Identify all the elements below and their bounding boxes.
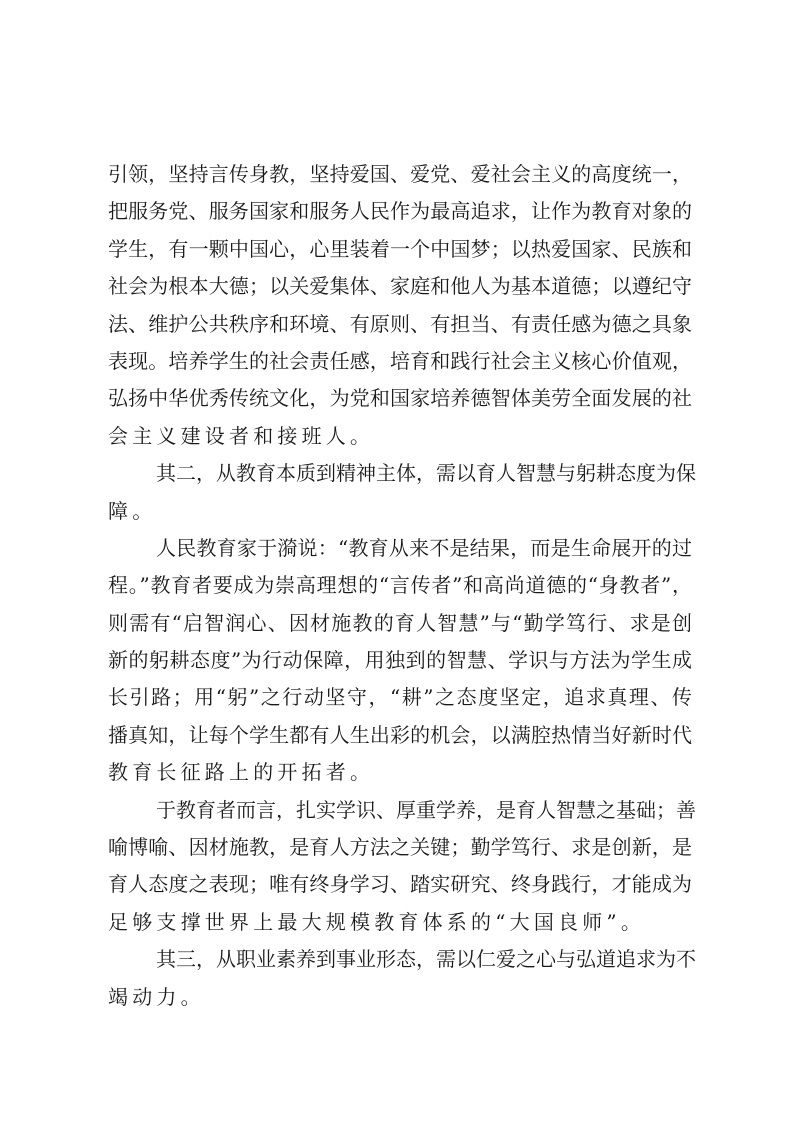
paragraph [108,941,696,1016]
text-line: 教育长征路上的开拓者。 [108,760,375,785]
text-line: 把服务党、服务国家和服务人民作为最高追求，让作为教育对象的 [108,199,692,224]
text-line: 竭动力。 [108,984,205,1009]
body-text [108,156,696,1016]
paragraph [108,792,696,942]
text-line: 则需有“启智润心、因材施教的育人智慧”与“勤学笃行、求是创 [108,610,692,635]
text-line: 程。”教育者要成为崇高理想的“言传者”和高尚道德的“身教者”， [108,573,692,598]
paragraph [108,530,692,792]
text-line: 育人态度之表现；唯有终身学习、踏实研究、终身践行，才能成为 [108,872,692,897]
text-line: 其三，从职业素养到事业形态，需以仁爱之心与弘道追求为不 [156,947,696,972]
text-line: 喻博喻、因材施教，是育人方法之关键；勤学笃行、求是创新，是 [108,835,692,860]
text-line: 会主义建设者和接班人。 [108,423,375,448]
text-line: 新的躬耕态度”为行动保障，用独到的智慧、学识与方法为学生成 [108,648,692,673]
text-line: 足够支撑世界上最大规模教育体系的“大国良师”。 [108,909,646,934]
text-line: 学生，有一颗中国心，心里装着一个中国梦；以热爱国家、民族和 [108,236,692,261]
paragraph [108,156,692,455]
text-line: 于教育者而言，扎实学识、厚重学养，是育人智慧之基础；善 [156,797,696,822]
text-line: 表现。培养学生的社会责任感，培育和践行社会主义核心价值观， [108,348,692,373]
text-line: 引领，坚持言传身教，坚持爱国、爱党、爱社会主义的高度统一， [108,162,692,186]
text-line: 法、维护公共秩序和环境、有原则、有担当、有责任感为德之具象 [108,311,692,336]
text-line: 社会为根本大德；以关爱集体、家庭和他人为基本道德；以遵纪守 [108,274,692,299]
text-line: 其二，从教育本质到精神主体，需以育人智慧与躬耕态度为保 [156,461,696,486]
text-line: 播真知，让每个学生都有人生出彩的机会，以满腔热情当好新时代 [108,722,692,747]
text-line: 人民教育家于漪说：“教育从来不是结果，而是生命展开的过 [156,535,692,560]
text-line: 障。 [108,498,157,523]
text-line: 长引路；用“躬”之行动坚守，“耕”之态度坚定，追求真理、传 [108,685,692,710]
paragraph [108,455,696,530]
text-line: 弘扬中华优秀传统文化，为党和国家培养德智体美劳全面发展的社 [108,386,692,411]
